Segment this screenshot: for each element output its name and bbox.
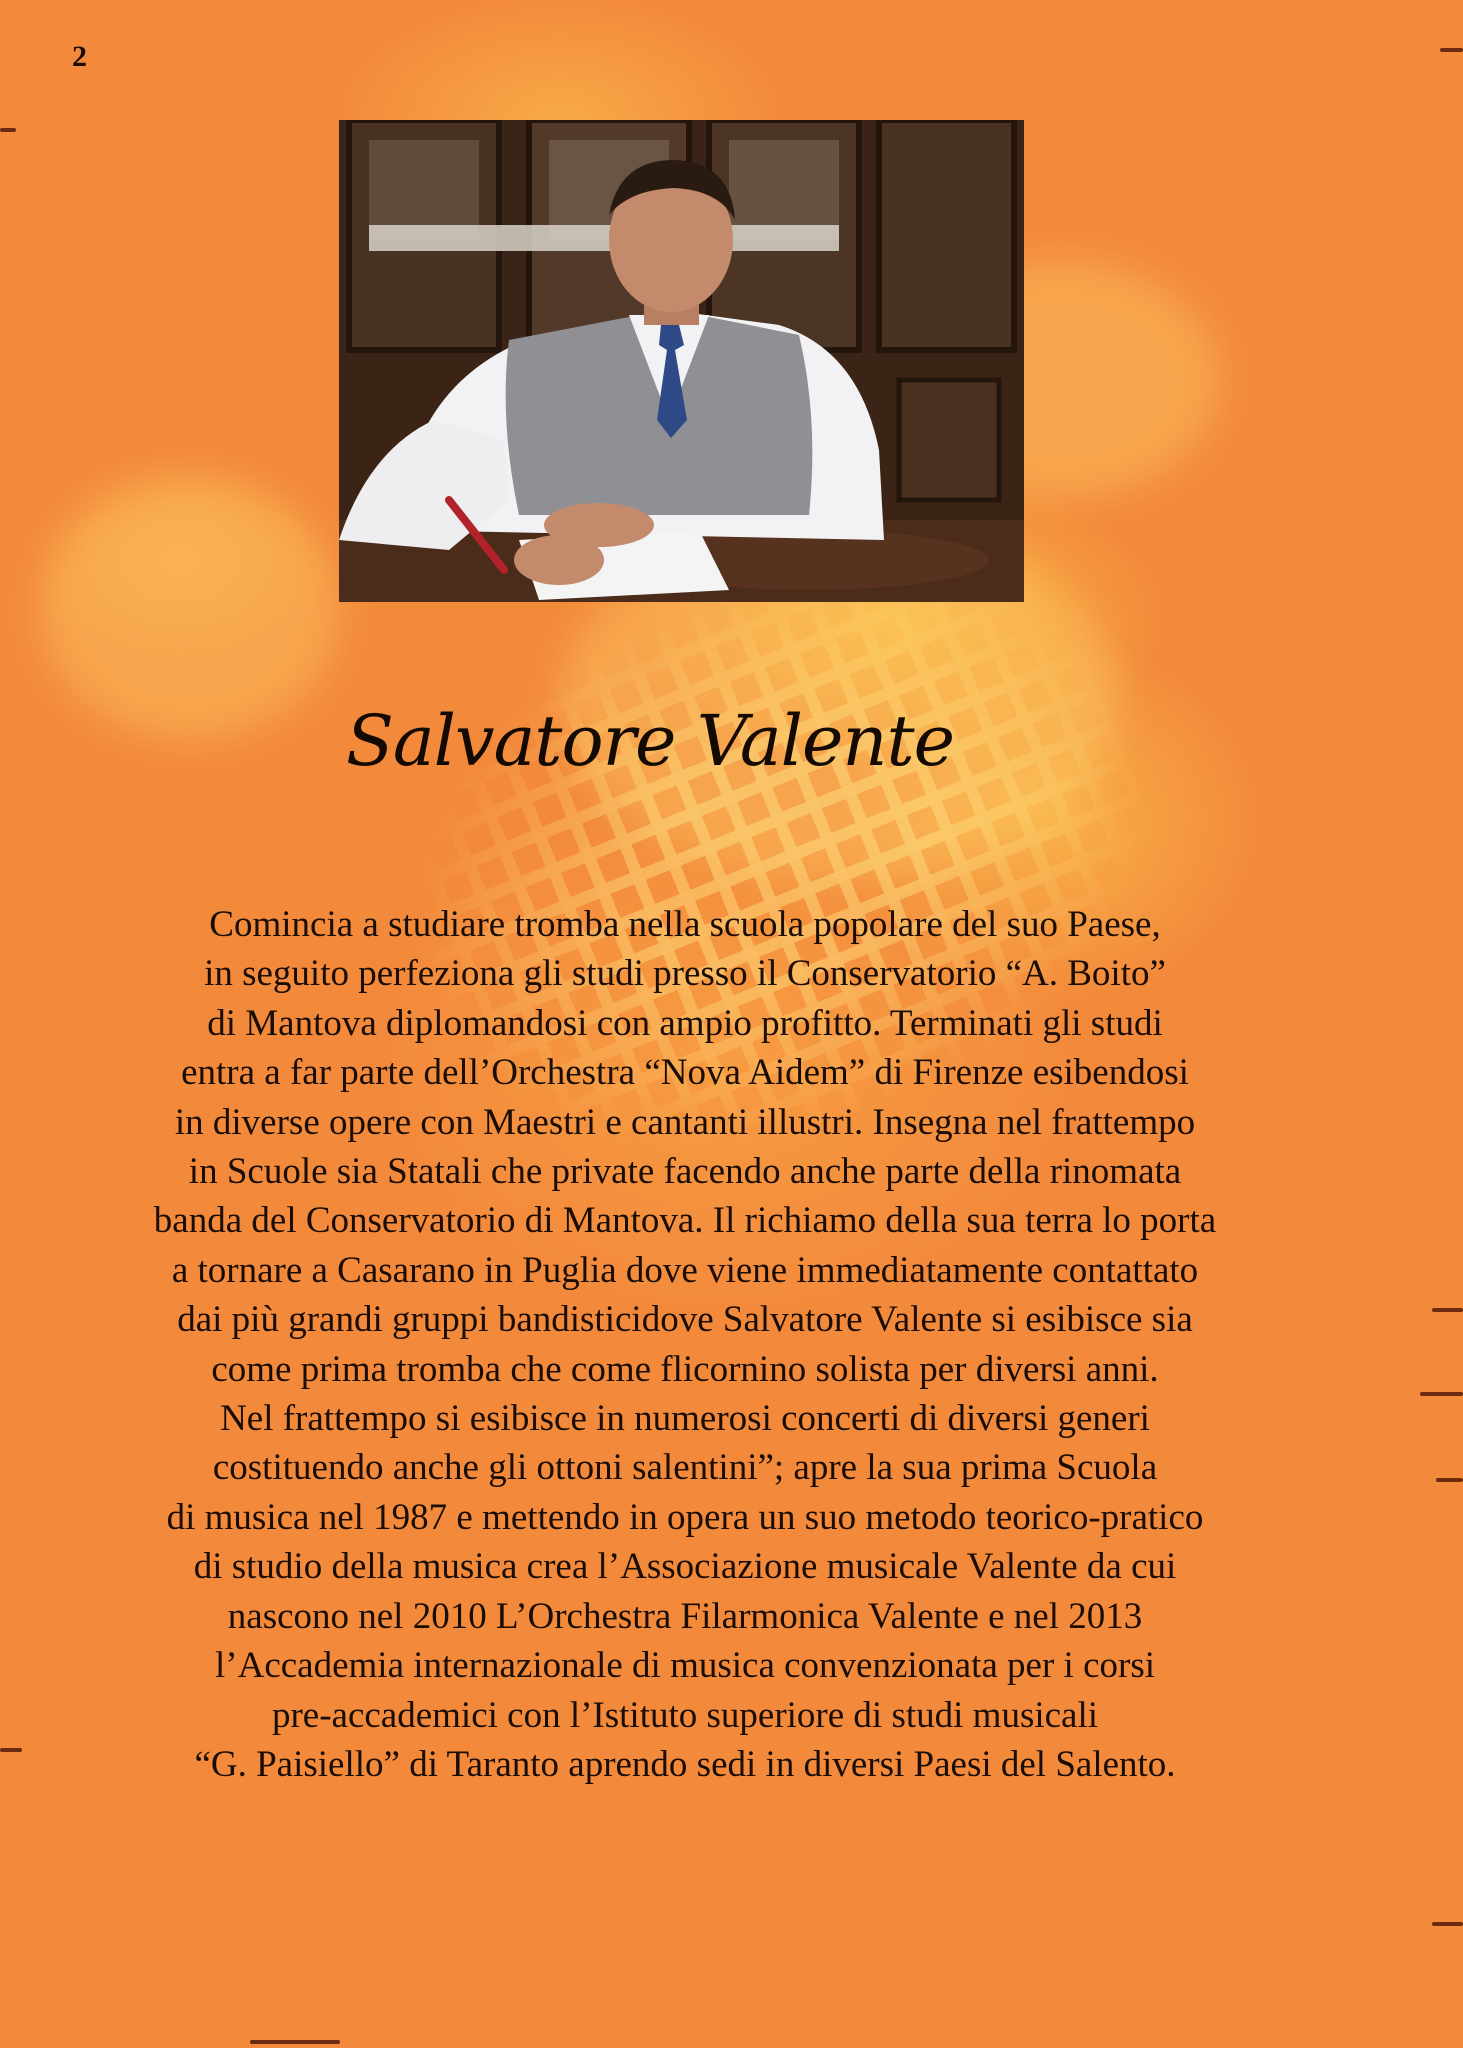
biography-line: l’Accademia internazionale di musica convenzionata per i corsi <box>215 1645 1155 1687</box>
edge-mark <box>1420 1392 1463 1396</box>
biography-line: Comincia a studiare tromba nella scuola popolare del suo Paese, <box>209 904 1161 945</box>
biography-text <box>60 900 1310 1789</box>
edge-mark <box>0 1748 22 1752</box>
biography-line: pre-accademici con l’Istituto superiore di studi musicali <box>271 1694 1099 1736</box>
biography-line: banda del Conservatorio di Mantova. Il richiamo della sua terra lo porta <box>153 1200 1217 1242</box>
biography-line: di Mantova diplomandosi con ampio profitto. Terminati gli studi <box>207 1002 1163 1044</box>
portrait-illustration <box>339 120 1024 602</box>
biography-line: di musica nel 1987 e mettendo in opera un suo metodo teorico-pratico <box>166 1496 1204 1538</box>
edge-mark <box>1436 1478 1463 1482</box>
edge-mark <box>0 128 16 132</box>
biography-line: costituendo anche gli ottoni salentini”; apre la sua prima Scuola <box>212 1447 1158 1489</box>
page-number: 2 <box>72 40 87 73</box>
biography-line: nascono nel 2010 L’Orchestra Filarmonica Valente e nel 2013 <box>227 1595 1143 1637</box>
portrait-photo <box>339 120 1024 602</box>
biography-line: a tornare a Casarano in Puglia dove viene immediatamente contattato <box>171 1249 1199 1291</box>
biography-line: in Scuole sia Statali che private facendo anche parte della rinomata <box>188 1151 1182 1193</box>
person-name-title: Salvatore Valente <box>345 700 955 782</box>
biography-line: “G. Paisiello” di Taranto aprendo sedi in diversi Paesi del Salento. <box>194 1743 1176 1785</box>
biography-line: in diverse opere con Maestri e cantanti illustri. Insegna nel frattempo <box>174 1101 1196 1143</box>
edge-mark <box>1432 1308 1463 1312</box>
biography-line: Nel frattempo si esibisce in numerosi concerti di diversi generi <box>220 1398 1150 1440</box>
biography-line: come prima tromba che come flicornino solista per diversi anni. <box>211 1348 1159 1390</box>
edge-mark <box>250 2040 340 2044</box>
edge-mark <box>1432 1922 1463 1926</box>
biography-line: entra a far parte dell’Orchestra “Nova Aidem” di Firenze esibendosi <box>181 1052 1189 1094</box>
biography-line: di studio della musica crea l’Associazione musicale Valente da cui <box>193 1546 1177 1588</box>
biography-line: dai più grandi gruppi bandisticidove Salvatore Valente si esibisce sia <box>177 1299 1193 1341</box>
edge-mark <box>1440 48 1463 52</box>
biography-line: in seguito perfeziona gli studi presso il Conservatorio “A. Boito” <box>204 953 1166 995</box>
